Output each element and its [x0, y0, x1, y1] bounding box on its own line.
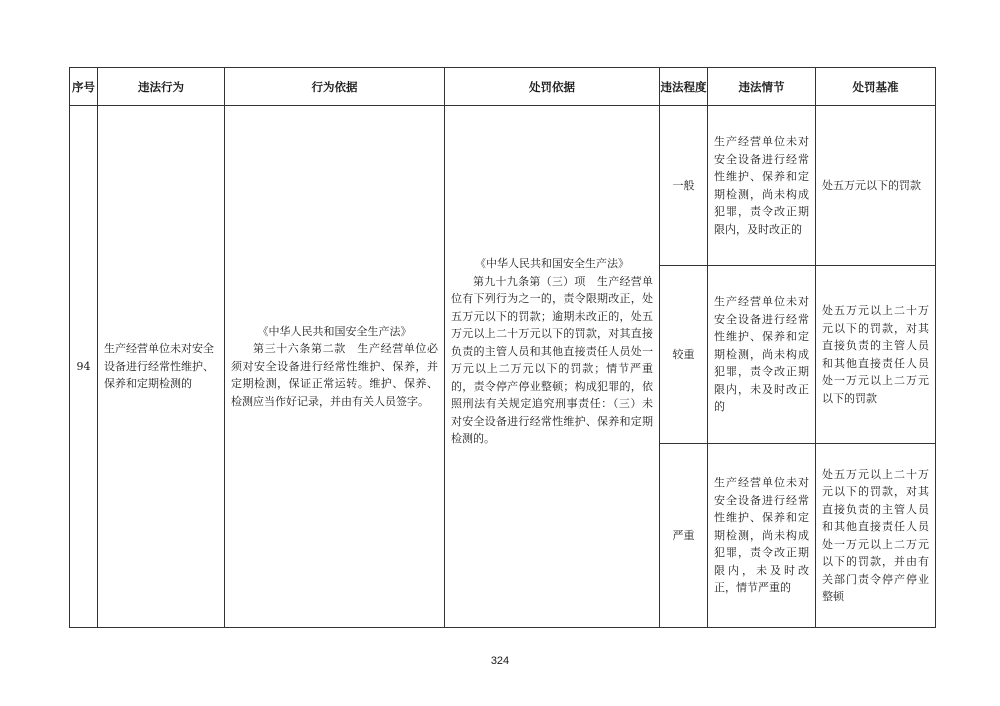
header-standard: 处罚基准	[816, 68, 936, 106]
header-penalty-basis: 处罚依据	[445, 68, 660, 106]
penalty-title: 《中华人民共和国安全生产法》	[475, 257, 629, 270]
header-seq: 序号	[70, 68, 98, 106]
standard-serious: 处五万元以上二十万元以下的罚款，对其直接负责的主管人员和其他直接责任人员处一万元以上二万元以下的罚款	[816, 266, 936, 444]
page-number: 324	[490, 655, 510, 667]
degree-general: 一般	[660, 106, 708, 266]
penalty-body: 第九十九条第（三）项 生产经营单位有下列行为之一的，责令限期改正，处五万元以下的罚款；逾期未改正的，处五万元以上二十万元以下的罚款，对其直接负责的主管人员和其他直接责任人员处一万元以上二万元以下的罚款；情节严重的，责令停产停业整顿；构成犯罪的，依照刑法有关规定追究刑事责任：（三）未对安全设备进行经常性维护、保养和定期检测的。	[451, 274, 653, 445]
standard-general: 处五万元以下的罚款	[816, 106, 936, 266]
standard-severe: 处五万元以上二十万元以下的罚款，对其直接负责的主管人员和其他直接责任人员处一万元以上二万元以下的罚款，并由有关部门责令停产停业整顿	[816, 444, 936, 628]
header-row	[70, 68, 936, 106]
basis-title: 《中华人民共和国安全生产法》	[257, 324, 412, 338]
table-row	[70, 106, 936, 266]
row-basis	[225, 106, 445, 628]
row-penalty-basis	[445, 106, 660, 628]
circumstance-general: 生产经营单位未对安全设备进行经常性维护、保养和定期检测，尚未构成犯罪，责令改正期限内，及时改正的	[708, 106, 816, 266]
circumstance-severe: 生产经营单位未对安全设备进行经常性维护、保养和定期检测，尚未构成犯罪，责令改正期限内，未及时改正，情节严重的	[708, 444, 816, 628]
header-act: 违法行为	[98, 68, 225, 106]
header-degree: 违法程度	[660, 68, 708, 106]
header-circumstance: 违法情节	[708, 68, 816, 106]
penalty-standard-table	[69, 67, 936, 628]
basis-body: 第三十六条第二款 生产经营单位必须对安全设备进行经常性维护、保养，并定期检测，保证正常运转。维护、保养、检测应当作好记录，并由有关人员签字。	[231, 342, 438, 408]
header-basis: 行为依据	[225, 68, 445, 106]
row-act: 生产经营单位未对安全设备进行经常性维护、保养和定期检测的	[98, 106, 225, 628]
circumstance-serious: 生产经营单位未对安全设备进行经常性维护、保养和定期检测，尚未构成犯罪，责令改正期限内，未及时改正的	[708, 266, 816, 444]
degree-serious: 较重	[660, 266, 708, 444]
row-seq: 94	[70, 106, 98, 628]
degree-severe: 严重	[660, 444, 708, 628]
